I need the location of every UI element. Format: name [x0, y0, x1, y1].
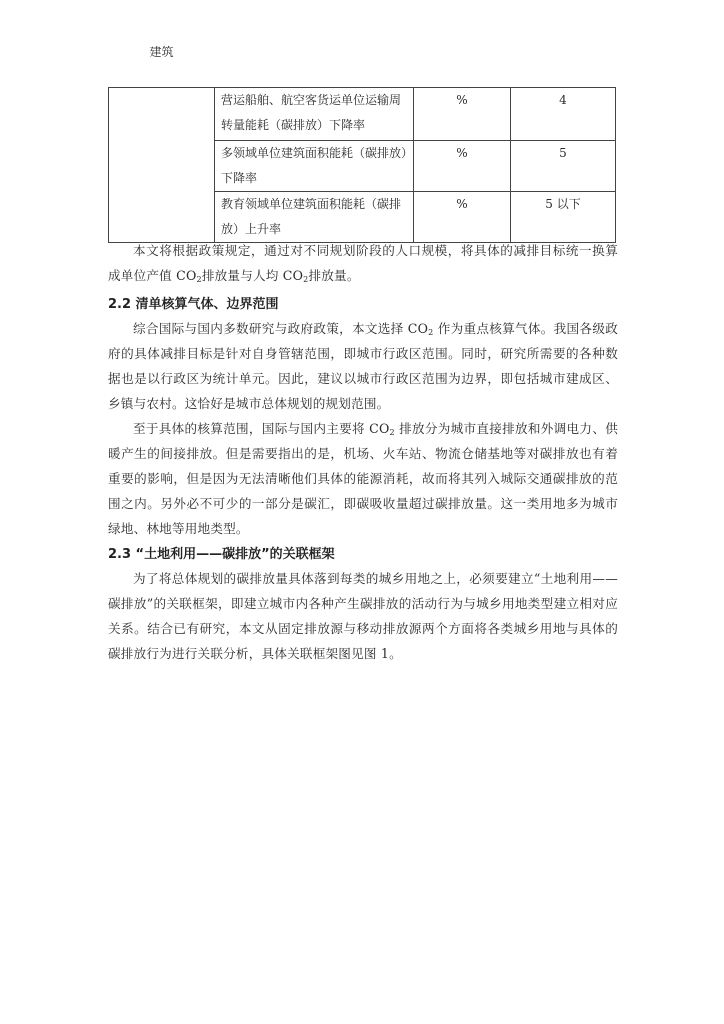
section-heading-2-3: 2.3 “土地利用——碳排放”的关联框架: [108, 547, 335, 562]
value-cell: 5: [511, 141, 616, 192]
indicator-cell: 多领域单位建筑面积能耗（碳排放）下降率: [215, 141, 414, 192]
section-2-2-body: [108, 316, 618, 541]
category-cell: [109, 45, 215, 243]
paragraph: 为了将总体规划的碳排放量具体落到每类的城乡用地之上，必须要建立“土地利用——碳排放”的关联框架，即建立城市内各种产生碳排放的活动行为与城乡用地类型建立相对应关系。结合已有研究，本文从固定排放源与移动排放源两个方面将各类城乡用地与具体的碳排放行为进行关联分析，具体关联框架图见图 1。: [108, 571, 618, 661]
value-cell: 4: [511, 88, 616, 141]
table-row: [109, 88, 616, 141]
unit-cell: %: [414, 88, 511, 141]
intro-paragraph-block: [108, 238, 618, 288]
unit-cell: %: [414, 141, 511, 192]
category-label: 建筑: [149, 45, 174, 59]
unit-cell: %: [414, 192, 511, 243]
section-heading-2-2: 2.2 清单核算气体、边界范围: [108, 297, 279, 312]
value-cell: 5 以下: [511, 192, 616, 243]
indicator-cell: 营运船舶、航空客货运单位运输周转量能耗（碳排放）下降率: [215, 88, 414, 141]
section-2-3-body: [108, 566, 618, 666]
paragraph: 综合国际与国内多数研究与政府政策，本文选择 $CO_2$ 作为重点核算气体。我国各级政府的具体减排目标是针对自身管辖范围，即城市行政区范围。同时，研究所需要的各种数据也是以行政区为统计单元。因此，建议以城市行政区范围为边界，即包括城市建成区、乡镇与农村。这恰好是城市总体规划的规划范围。: [108, 321, 618, 411]
paragraph: 至于具体的核算范围，国际与国内主要将 $CO_2$ 排放分为城市直接排放和外调电力、供暖产生的间接排放。但是需要指出的是，机场、火车站、物流仓储基地等对碳排放也有着重要的影响，但是因为无法清晰他们具体的能源消耗，故而将其列入城际交通碳排放的范围之内。另外必不可少的一部分是碳汇，即碳吸收量超过碳排放量。这一类用地多为城市绿地、林地等用地类型。: [108, 421, 618, 536]
intro-paragraph: 本文将根据政策规定，通过对不同规划阶段的人口规模，将具体的减排目标统一换算成单位产值 $CO_2$排放量与人均 $CO_2$排放量。: [108, 243, 618, 284]
indicator-cell: 教育领域单位建筑面积能耗（碳排放）上升率: [215, 192, 414, 243]
indicator-table: [108, 45, 616, 243]
